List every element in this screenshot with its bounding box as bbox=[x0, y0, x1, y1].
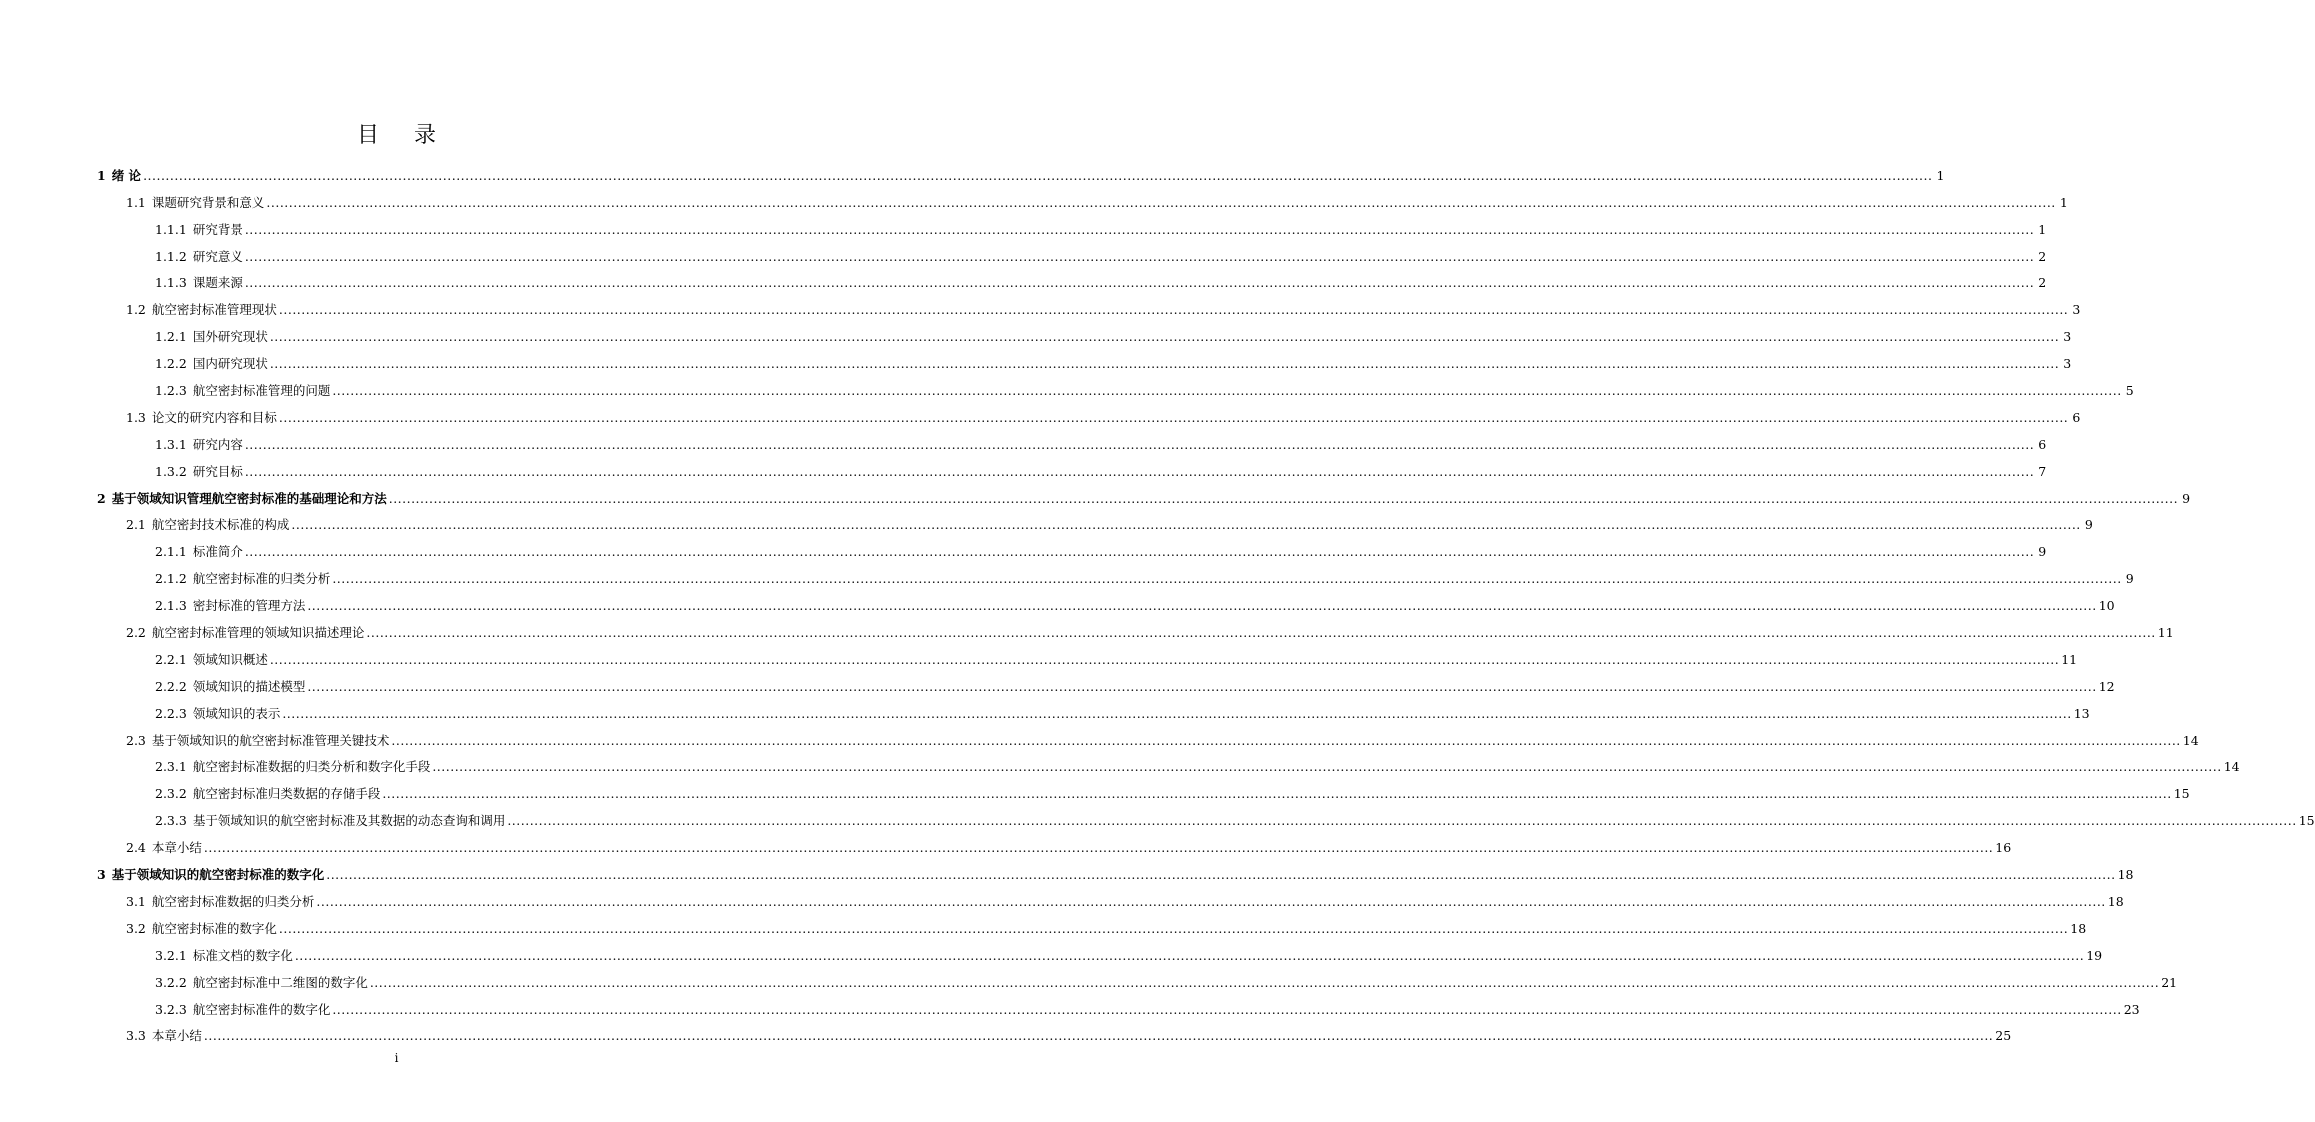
toc-entry-number: 1.1.2 bbox=[155, 248, 187, 264]
toc-entry-page: 23 bbox=[2123, 1001, 2140, 1017]
toc-entry-page: 2 bbox=[2038, 248, 2047, 264]
toc-leader-dots: ................................................................................................................................................................................................................................................................................................................................................................................................................ bbox=[282, 705, 2072, 721]
toc-leader-dots: ................................................................................................................................................................................................................................................................................................................................................................................................................ bbox=[278, 920, 2069, 936]
toc-entry-page: 5 bbox=[2125, 383, 2134, 399]
toc-entry[interactable] bbox=[97, 861, 2134, 888]
toc-entry-number: 2.2.2 bbox=[155, 678, 187, 694]
toc-entry[interactable] bbox=[97, 485, 2191, 512]
toc-entry-page: 1 bbox=[2038, 221, 2047, 237]
toc-entry-title: 密封标准的管理方法 bbox=[192, 598, 306, 614]
toc-entry-number: 1.1.1 bbox=[155, 221, 187, 237]
toc-entry-number: 2.1.1 bbox=[155, 544, 187, 560]
toc-entry-title: 航空密封标准管理的领域知识描述理论 bbox=[151, 625, 365, 641]
toc-entry-number: 2.1.2 bbox=[155, 571, 187, 587]
toc-entry-page: 18 bbox=[2117, 867, 2134, 883]
toc-entry-page: 18 bbox=[2107, 893, 2124, 909]
toc-entry-number: 1 bbox=[97, 167, 106, 183]
toc-entry-page: 6 bbox=[2038, 436, 2047, 452]
toc-entry-title: 论文的研究内容和目标 bbox=[151, 409, 277, 425]
toc-entry[interactable] bbox=[97, 780, 2190, 807]
toc-entry-title: 航空密封标准管理的问题 bbox=[192, 383, 331, 399]
toc-entry[interactable] bbox=[97, 942, 2103, 969]
toc-entry[interactable] bbox=[97, 189, 2068, 216]
toc-leader-dots: ................................................................................................................................................................................................................................................................................................................................................................................................................ bbox=[203, 1028, 1994, 1044]
toc-leader-dots: ................................................................................................................................................................................................................................................................................................................................................................................................................ bbox=[382, 786, 2172, 802]
toc-entry-title: 基于领域知识管理航空密封标准的基础理论和方法 bbox=[111, 490, 387, 506]
toc-entry-number: 1.2.2 bbox=[155, 356, 187, 372]
toc-entry[interactable] bbox=[97, 296, 2081, 323]
toc-entry-title: 标准简介 bbox=[192, 544, 243, 560]
toc-leader-dots: ................................................................................................................................................................................................................................................................................................................................................................................................................ bbox=[244, 221, 2035, 237]
toc-entry-page: 6 bbox=[2072, 409, 2081, 425]
toc-entry-page: 25 bbox=[1995, 1028, 2012, 1044]
toc-entry[interactable] bbox=[97, 1023, 2012, 1050]
toc-entry[interactable] bbox=[97, 996, 2140, 1023]
toc-entry-title: 领域知识概述 bbox=[192, 651, 268, 667]
toc-entry-page: 19 bbox=[2086, 947, 2103, 963]
toc-entry-page: 2 bbox=[2038, 275, 2047, 291]
toc-entry-title: 课题来源 bbox=[192, 275, 243, 291]
toc-entry-number: 2.1.3 bbox=[155, 598, 187, 614]
toc-leader-dots: ................................................................................................................................................................................................................................................................................................................................................................................................................ bbox=[332, 1001, 2122, 1017]
toc-leader-dots: ................................................................................................................................................................................................................................................................................................................................................................................................................ bbox=[244, 463, 2035, 479]
toc-leader-dots: ................................................................................................................................................................................................................................................................................................................................................................................................................ bbox=[244, 275, 2035, 291]
toc-entry-number: 1.2 bbox=[126, 302, 146, 318]
toc-entry[interactable] bbox=[97, 243, 2047, 270]
toc-leader-dots: ................................................................................................................................................................................................................................................................................................................................................................................................................ bbox=[307, 678, 2097, 694]
toc-leader-dots: ................................................................................................................................................................................................................................................................................................................................................................................................................ bbox=[332, 383, 2122, 399]
toc-entry-title: 基于领域知识的航空密封标准管理关键技术 bbox=[151, 732, 390, 748]
toc-entry-page: 11 bbox=[2157, 625, 2174, 641]
toc-entry-page: 18 bbox=[2070, 920, 2087, 936]
toc-entry-title: 国内研究现状 bbox=[192, 356, 268, 372]
toc-entry-page: 10 bbox=[2098, 598, 2115, 614]
toc-entry-number: 2.3 bbox=[126, 732, 146, 748]
toc-entry[interactable] bbox=[97, 834, 2012, 861]
toc-entry-page: 15 bbox=[2173, 786, 2190, 802]
toc-entry-page: 14 bbox=[2223, 759, 2240, 775]
toc-leader-dots: ................................................................................................................................................................................................................................................................................................................................................................................................................ bbox=[366, 625, 2156, 641]
toc-leader-dots: ................................................................................................................................................................................................................................................................................................................................................................................................................ bbox=[266, 194, 2056, 210]
toc-leader-dots: ................................................................................................................................................................................................................................................................................................................................................................................................................ bbox=[278, 302, 2069, 318]
toc-entry-number: 1.3.1 bbox=[155, 436, 187, 452]
toc-entry-title: 航空密封技术标准的构成 bbox=[151, 517, 290, 533]
toc-entry[interactable] bbox=[97, 216, 2047, 243]
toc-entry-number: 2.4 bbox=[126, 840, 146, 856]
toc-entry-number: 2 bbox=[97, 490, 106, 506]
toc-entry-title: 领域知识的表示 bbox=[192, 705, 281, 721]
toc-leader-dots: ................................................................................................................................................................................................................................................................................................................................................................................................................ bbox=[326, 867, 2116, 883]
toc-entry-title: 航空密封标准数据的归类分析和数字化手段 bbox=[192, 759, 431, 775]
toc-entry-number: 3.2 bbox=[126, 920, 146, 936]
toc-leader-dots: ................................................................................................................................................................................................................................................................................................................................................................................................................ bbox=[269, 356, 2060, 372]
toc-entry-number: 2.2.1 bbox=[155, 651, 187, 667]
toc-entry[interactable] bbox=[97, 404, 2081, 431]
table-of-contents bbox=[97, 162, 2315, 1049]
toc-entry-page: 3 bbox=[2063, 329, 2072, 345]
toc-entry-page: 1 bbox=[2059, 194, 2068, 210]
toc-entry[interactable] bbox=[97, 458, 2047, 485]
toc-entry-title: 航空密封标准数据的归类分析 bbox=[151, 893, 315, 909]
toc-entry[interactable] bbox=[97, 431, 2047, 458]
toc-leader-dots: ................................................................................................................................................................................................................................................................................................................................................................................................................ bbox=[507, 813, 2297, 829]
toc-entry-title: 标准文档的数字化 bbox=[192, 947, 293, 963]
toc-entry-title: 研究意义 bbox=[192, 248, 243, 264]
toc-leader-dots: ................................................................................................................................................................................................................................................................................................................................................................................................................ bbox=[369, 974, 2160, 990]
toc-entry[interactable] bbox=[97, 915, 2087, 942]
toc-entry-title: 研究背景 bbox=[192, 221, 243, 237]
toc-entry-number: 2.2 bbox=[126, 625, 146, 641]
toc-entry-page: 3 bbox=[2063, 356, 2072, 372]
toc-entry[interactable] bbox=[97, 700, 2090, 727]
toc-entry-number: 3.2.2 bbox=[155, 974, 187, 990]
toc-entry[interactable] bbox=[97, 350, 2072, 377]
toc-entry[interactable] bbox=[97, 270, 2047, 297]
toc-entry-number: 2.1 bbox=[126, 517, 146, 533]
toc-leader-dots: ................................................................................................................................................................................................................................................................................................................................................................................................................ bbox=[244, 436, 2035, 452]
toc-leader-dots: ................................................................................................................................................................................................................................................................................................................................................................................................................ bbox=[316, 893, 2106, 909]
toc-entry[interactable] bbox=[97, 323, 2072, 350]
toc-leader-dots: ................................................................................................................................................................................................................................................................................................................................................................................................................ bbox=[269, 651, 2060, 667]
toc-entry-title: 航空密封标准件的数字化 bbox=[192, 1001, 331, 1017]
toc-entry-page: 3 bbox=[2072, 302, 2081, 318]
toc-entry[interactable] bbox=[97, 673, 2115, 700]
toc-entry[interactable] bbox=[97, 888, 2124, 915]
toc-entry[interactable] bbox=[97, 538, 2047, 565]
toc-entry[interactable] bbox=[97, 512, 2093, 539]
toc-entry-number: 2.2.3 bbox=[155, 705, 187, 721]
toc-entry-page: 16 bbox=[1995, 840, 2012, 856]
toc-entry-page: 9 bbox=[2125, 571, 2134, 587]
toc-entry-page: 7 bbox=[2038, 463, 2047, 479]
toc-entry-title: 基于领域知识的航空密封标准及其数据的动态查询和调用 bbox=[192, 813, 506, 829]
toc-entry[interactable] bbox=[97, 807, 2315, 834]
toc-entry[interactable] bbox=[97, 969, 2178, 996]
toc-entry-number: 1.2.3 bbox=[155, 383, 187, 399]
toc-entry-number: 3.3 bbox=[126, 1028, 146, 1044]
toc-entry-page: 9 bbox=[2038, 544, 2047, 560]
toc-leader-dots: ................................................................................................................................................................................................................................................................................................................................................................................................................ bbox=[269, 329, 2060, 345]
toc-entry-title: 航空密封标准的数字化 bbox=[151, 920, 277, 936]
toc-leader-dots: ................................................................................................................................................................................................................................................................................................................................................................................................................ bbox=[332, 571, 2122, 587]
toc-leader-dots: ................................................................................................................................................................................................................................................................................................................................................................................................................ bbox=[203, 840, 1994, 856]
toc-entry-title: 航空密封标准中二维图的数字化 bbox=[192, 974, 368, 990]
toc-entry-number: 3.1 bbox=[126, 893, 146, 909]
toc-entry[interactable] bbox=[97, 162, 1945, 189]
toc-entry[interactable] bbox=[97, 646, 2078, 673]
toc-entry-number: 3.2.1 bbox=[155, 947, 187, 963]
toc-entry-number: 1.2.1 bbox=[155, 329, 187, 345]
toc-entry[interactable] bbox=[97, 754, 2240, 781]
toc-entry-page: 15 bbox=[2298, 813, 2315, 829]
toc-entry-title: 航空密封标准管理现状 bbox=[151, 302, 277, 318]
toc-entry-number: 2.3.3 bbox=[155, 813, 187, 829]
toc-leader-dots: ................................................................................................................................................................................................................................................................................................................................................................................................................ bbox=[244, 248, 2035, 264]
toc-entry[interactable] bbox=[97, 592, 2115, 619]
toc-leader-dots: ................................................................................................................................................................................................................................................................................................................................................................................................................ bbox=[244, 544, 2035, 560]
toc-leader-dots: ................................................................................................................................................................................................................................................................................................................................................................................................................ bbox=[432, 759, 2222, 775]
toc-entry-number: 2.3.2 bbox=[155, 786, 187, 802]
toc-entry[interactable] bbox=[97, 377, 2134, 404]
toc-entry[interactable] bbox=[97, 565, 2134, 592]
toc-entry-title: 本章小结 bbox=[151, 840, 202, 856]
toc-entry-page: 1 bbox=[1936, 167, 1945, 183]
toc-leader-dots: ................................................................................................................................................................................................................................................................................................................................................................................................................ bbox=[388, 490, 2179, 506]
toc-leader-dots: ................................................................................................................................................................................................................................................................................................................................................................................................................ bbox=[291, 517, 2081, 533]
toc-entry-number: 1.3 bbox=[126, 409, 146, 425]
toc-entry-title: 研究内容 bbox=[192, 436, 243, 452]
toc-entry-title: 课题研究背景和意义 bbox=[151, 194, 265, 210]
toc-entry-page: 13 bbox=[2073, 705, 2090, 721]
toc-entry-title: 航空密封标准归类数据的存储手段 bbox=[192, 786, 381, 802]
toc-entry-title: 航空密封标准的归类分析 bbox=[192, 571, 331, 587]
toc-entry-page: 11 bbox=[2061, 651, 2078, 667]
toc-leader-dots: ................................................................................................................................................................................................................................................................................................................................................................................................................ bbox=[307, 598, 2097, 614]
toc-entry-page: 14 bbox=[2182, 732, 2199, 748]
toc-entry-page: 9 bbox=[2182, 490, 2191, 506]
toc-entry[interactable] bbox=[97, 619, 2174, 646]
toc-entry-title: 国外研究现状 bbox=[192, 329, 268, 345]
toc-entry-title: 基于领域知识的航空密封标准的数字化 bbox=[111, 867, 325, 883]
toc-leader-dots: ................................................................................................................................................................................................................................................................................................................................................................................................................ bbox=[143, 167, 1933, 183]
toc-entry[interactable] bbox=[97, 727, 2199, 754]
page-number-footer: i bbox=[394, 1051, 399, 1065]
toc-entry-number: 1.1.3 bbox=[155, 275, 187, 291]
page-title: 目 录 bbox=[357, 123, 450, 148]
toc-entry-number: 1.3.2 bbox=[155, 463, 187, 479]
toc-entry-number: 3 bbox=[97, 867, 106, 883]
toc-entry-page: 9 bbox=[2084, 517, 2093, 533]
toc-entry-title: 领域知识的描述模型 bbox=[192, 678, 306, 694]
toc-leader-dots: ................................................................................................................................................................................................................................................................................................................................................................................................................ bbox=[294, 947, 2085, 963]
toc-entry-number: 2.3.1 bbox=[155, 759, 187, 775]
toc-leader-dots: ................................................................................................................................................................................................................................................................................................................................................................................................................ bbox=[391, 732, 2181, 748]
toc-entry-title: 研究目标 bbox=[192, 463, 243, 479]
toc-entry-page: 21 bbox=[2161, 974, 2178, 990]
toc-entry-number: 1.1 bbox=[126, 194, 146, 210]
toc-leader-dots: ................................................................................................................................................................................................................................................................................................................................................................................................................ bbox=[278, 409, 2069, 425]
toc-entry-page: 12 bbox=[2098, 678, 2115, 694]
toc-entry-number: 3.2.3 bbox=[155, 1001, 187, 1017]
toc-entry-title: 本章小结 bbox=[151, 1028, 202, 1044]
toc-entry-title: 绪 论 bbox=[111, 167, 142, 183]
